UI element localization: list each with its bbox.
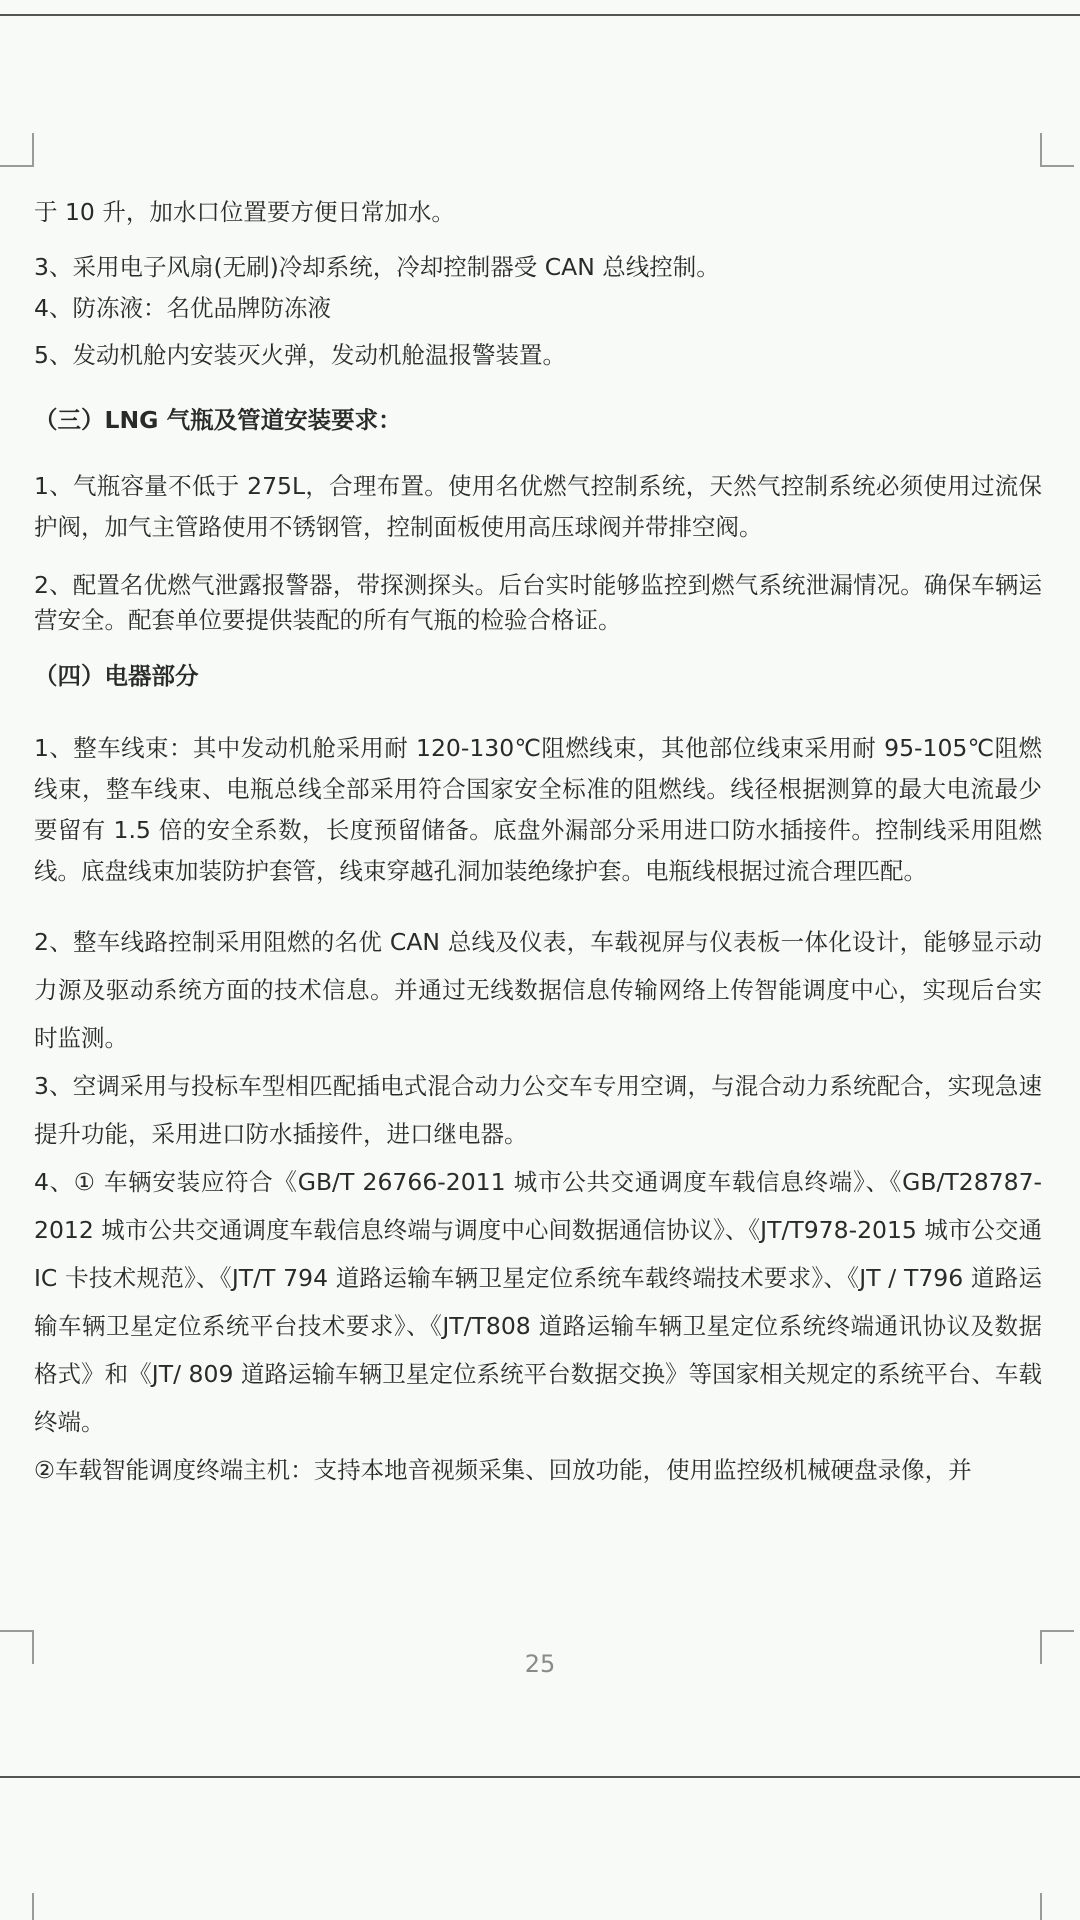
paragraph: 4、① 车辆安装应符合《GB/T 26766-2011 城市公共交通调度车载信息终端》、《GB/T28787-2012 城市公共交通调度车载信息终端与调度中心间数据通信协议》、《JT/T978-2015 城市公交通 IC 卡技术规范》、《JT/T 794 道路运输车辆卫星定位系统车载终端技术要求》、《JT / T796 道路运输车辆卫星定位系统平台技术要求》、《JT/T808 道路运输车辆卫星定位系统终端通讯协议及数据格式》和《JT/ 809 道路运输车辆卫星定位系统平台数据交换》等国家相关规定的系统平台、车载终端。 bbox=[34, 1168, 1042, 1436]
section-heading: （四）电器部分 bbox=[34, 662, 199, 690]
next-page-mark-left bbox=[32, 1893, 34, 1920]
crop-mark-top-left bbox=[0, 133, 34, 167]
top-border-line bbox=[0, 14, 1080, 16]
section-heading: （三）LNG 气瓶及管道安装要求： bbox=[34, 406, 402, 434]
crop-mark-top-right bbox=[1040, 133, 1074, 167]
paragraph: 于 10 升，加水口位置要方便日常加水。 bbox=[34, 198, 455, 226]
document-page bbox=[34, 192, 1042, 1494]
page-separator-line bbox=[0, 1776, 1080, 1778]
next-page-mark-right bbox=[1040, 1893, 1042, 1920]
paragraph: 4、防冻液：名优品牌防冻液 bbox=[34, 294, 331, 322]
paragraph: 3、空调采用与投标车型相匹配插电式混合动力公交车专用空调，与混合动力系统配合，实现急速提升功能，采用进口防水插接件，进口继电器。 bbox=[34, 1072, 1042, 1148]
paragraph: ②车载智能调度终端主机：支持本地音视频采集、回放功能，使用监控级机械硬盘录像，并 bbox=[34, 1456, 972, 1484]
paragraph: 1、气瓶容量不低于 275L，合理布置。使用名优燃气控制系统，天然气控制系统必须使用过流保护阀，加气主管路使用不锈钢管，控制面板使用高压球阀并带排空阀。 bbox=[34, 472, 1042, 541]
paragraph: 3、采用电子风扇(无刷)冷却系统，冷却控制器受 CAN 总线控制。 bbox=[34, 253, 720, 281]
paragraph: 2、配置名优燃气泄露报警器，带探测探头。后台实时能够监控到燃气系统泄漏情况。确保车辆运营安全。配套单位要提供装配的所有气瓶的检验合格证。 bbox=[34, 571, 1042, 634]
paragraph: 2、整车线路控制采用阻燃的名优 CAN 总线及仪表，车载视屏与仪表板一体化设计，能够显示动力源及驱动系统方面的技术信息。并通过无线数据信息传输网络上传智能调度中心，实现后台实时监测。 bbox=[34, 928, 1042, 1052]
page-number: 25 bbox=[524, 1650, 556, 1678]
paragraph: 5、发动机舱内安装灭火弹，发动机舱温报警装置。 bbox=[34, 341, 566, 369]
paragraph: 1、整车线束：其中发动机舱采用耐 120-130℃阻燃线束，其他部位线束采用耐 95-105℃阻燃线束，整车线束、电瓶总线全部采用符合国家安全标准的阻燃线。线径根据测算的最大电流最少要留有 1.5 倍的安全系数，长度预留储备。底盘外漏部分采用进口防水插接件。控制线采用阻燃线。底盘线束加装防护套管，线束穿越孔洞加装绝缘护套。电瓶线根据过流合理匹配。 bbox=[34, 734, 1042, 885]
